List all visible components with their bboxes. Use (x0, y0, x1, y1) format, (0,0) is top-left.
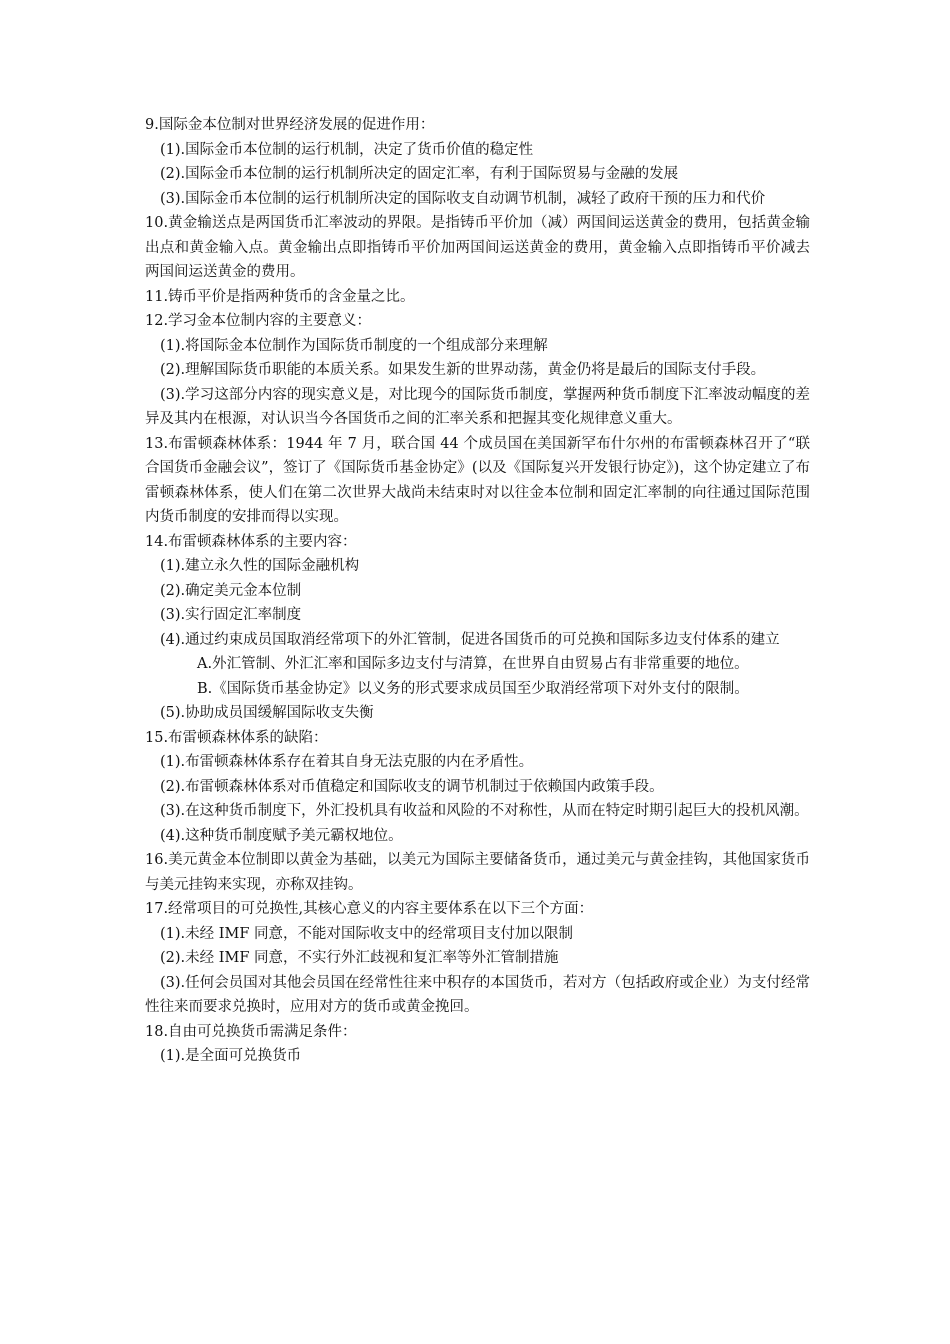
paragraph-15-item-1: (1).布雷顿森林体系存在着其自身无法克服的内在矛盾性。 (160, 754, 534, 770)
paragraph-9-item-3: (3).国际金币本位制的运行机制所决定的国际收支自动调节机制，减轻了政府干预的压力和代价 (160, 190, 766, 207)
paragraph-14-item-5: (5).协助成员国缓解国际收支失衡 (160, 705, 374, 721)
paragraph-14-item-2: (2).确定美元金本位制 (160, 582, 302, 599)
paragraph-17-heading: 17.经常项目的可兑换性,其核心意义的内容主要体系在以下三个方面： (145, 901, 594, 917)
paragraph-12-item-1: (1).将国际金本位制作为国际货币制度的一个组成部分来理解 (160, 337, 548, 354)
paragraph-17-item-1: (1).未经 IMF 同意，不能对国际收支中的经常项目支付加以限制 (160, 925, 573, 942)
paragraph-12-item-2: (2).理解国际货币职能的本质关系。如果发生新的世界动荡，黄金仍将是最后的国际支付手段。 (160, 362, 766, 378)
paragraph-10: 10.黄金输送点是两国货币汇率波动的界限。是指铸币平价加（减）两国间运送黄金的费用，包括黄金输出点和黄金输入点。黄金输出点即指铸币平价加两国间运送黄金的费用，黄金输入点即指铸币平价减去两国间运送黄金的费用。 (145, 215, 810, 280)
document-body (145, 113, 810, 1069)
paragraph-11: 11.铸币平价是指两种货币的含金量之比。 (145, 288, 415, 305)
paragraph-14-heading: 14.布雷顿森林体系的主要内容： (145, 533, 357, 550)
paragraph-14-item-4: (4).通过约束成员国取消经常项下的外汇管制，促进各国货币的可兑换和国际多边支付体系的建立 (160, 631, 780, 648)
paragraph-14-item-1: (1).建立永久性的国际金融机构 (160, 558, 360, 574)
paragraph-14-item-4-a: A.外汇管制、外汇汇率和国际多边支付与清算，在世界自由贸易占有非常重要的地位。 (197, 656, 749, 672)
paragraph-16: 16.美元黄金本位制即以黄金为基础，以美元为国际主要储备货币，通过美元与黄金挂钩，其他国家货币与美元挂钩来实现，亦称双挂钩。 (145, 852, 810, 893)
paragraph-15-item-3: (3).在这种货币制度下，外汇投机具有收益和风险的不对称性，从而在特定时期引起巨大的投机风潮。 (160, 803, 809, 819)
paragraph-14-item-3: (3).实行固定汇率制度 (160, 607, 302, 623)
paragraph-18-item-1: (1).是全面可兑换货币 (160, 1048, 302, 1064)
paragraph-17-item-3: (3).任何会员国对其他会员国在经常性往来中积存的本国货币，若对方（包括政府或企业）为支付经常性往来而要求兑换时，应用对方的货币或黄金挽回。 (145, 974, 810, 1015)
paragraph-12-heading: 12.学习金本位制内容的主要意义： (145, 313, 372, 329)
paragraph-9-heading: 9.国际金本位制对世界经济发展的促进作用： (145, 117, 435, 133)
paragraph-17-item-2: (2).未经 IMF 同意，不实行外汇歧视和复汇率等外汇管制措施 (160, 950, 559, 966)
paragraph-14-item-4-b: B.《国际货币基金协定》以义务的形式要求成员国至少取消经常项下对外支付的限制。 (197, 680, 749, 697)
paragraph-15-item-2: (2).布雷顿森林体系对币值稳定和国际收支的调节机制过于依赖国内政策手段。 (160, 778, 664, 795)
paragraph-13: 13.布雷顿森林体系：1944 年 7 月，联合国 44 个成员国在美国新罕布什尔州的布雷顿森林召开了“联合国货币金融会议”，签订了《国际货币基金协定》(以及《国际复兴开发银行协定》)，这个协定建立了布雷顿森林体系，使人们在第二次世界大战尚未结束时对以往金本位制和固定汇率制的向往通过国际范围内货币制度的安排而得以实现。 (145, 435, 810, 525)
paragraph-18-heading: 18.自由可兑换货币需满足条件： (145, 1023, 357, 1040)
paragraph-9-item-1: (1).国际金币本位制的运行机制，决定了货币价值的稳定性 (160, 141, 534, 158)
paragraph-9-item-2: (2).国际金币本位制的运行机制所决定的固定汇率，有利于国际贸易与金融的发展 (160, 166, 679, 182)
paragraph-15-item-4: (4).这种货币制度赋予美元霸权地位。 (160, 827, 403, 844)
paragraph-12-item-3: (3).学习这部分内容的现实意义是，对比现今的国际货币制度，掌握两种货币制度下汇率波动幅度的差异及其内在根源，对认识当今各国货币之间的汇率关系和把握其变化规律意义重大。 (145, 386, 810, 427)
paragraph-15-heading: 15.布雷顿森林体系的缺陷： (145, 729, 328, 746)
